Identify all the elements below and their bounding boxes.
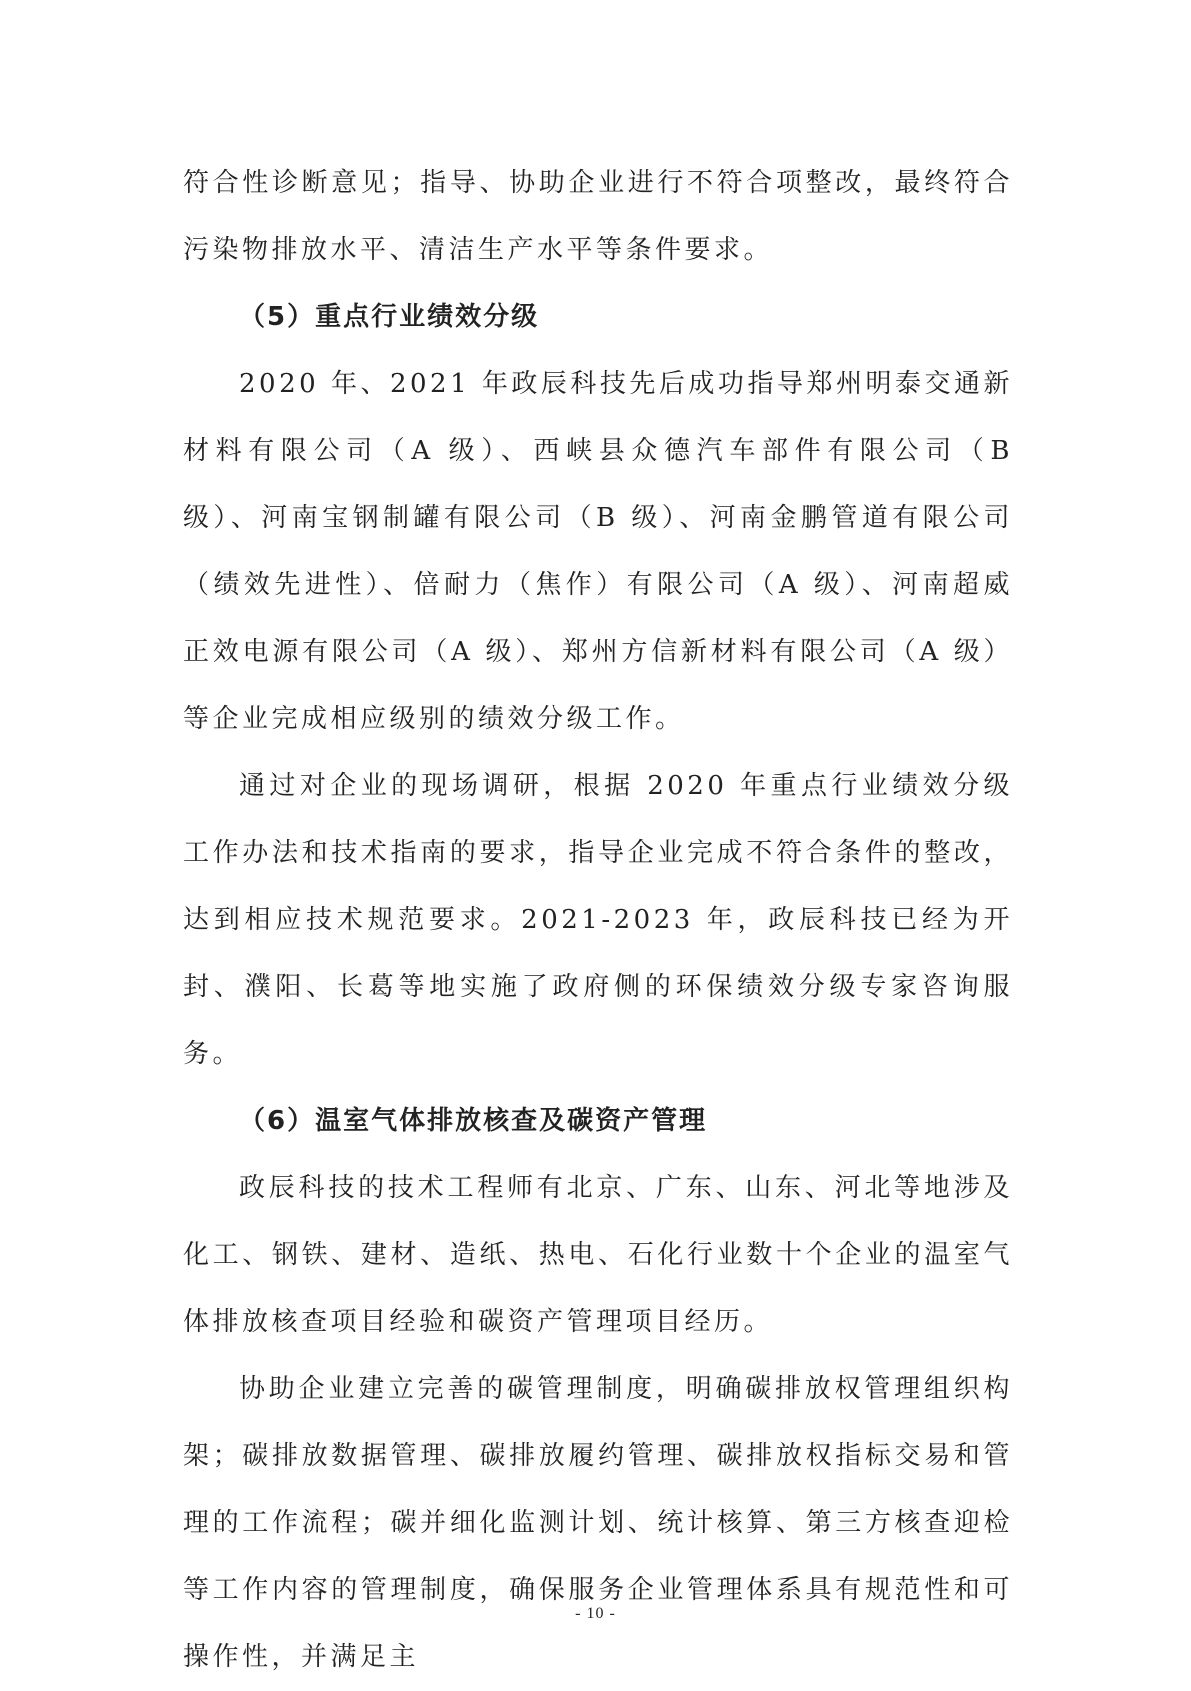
paragraph-carbon-management: 协助企业建立完善的碳管理制度，明确碳排放权管理组织构架；碳排放数据管理、碳排放履约管理、碳排放权指标交易和管理的工作流程；碳并细化监测计划、统计核算、第三方核查迎检等工作内容的管理制度，确保服务企业管理体系具有规范性和可操作性，并满足主 [183, 1374, 1013, 1672]
page-number: - 10 - [575, 1605, 616, 1622]
paragraph-site-research: 通过对企业的现场调研，根据 2020 年重点行业绩效分级工作办法和技术指南的要求，指导企业完成不符合条件的整改，达到相应技术规范要求。2021-2023 年，政辰科技已经为开封、濮阳、长葛等地实施了政府侧的环保绩效分级专家咨询服务。 [183, 771, 1013, 1069]
paragraph-engineers: 政辰科技的技术工程师有北京、广东、山东、河北等地涉及化工、钢铁、建材、造纸、热电、石化行业数十个企业的温室气体排放核查项目经验和碳资产管理项目经历。 [183, 1173, 1013, 1337]
section-heading-5: （5）重点行业绩效分级 [239, 302, 540, 332]
section-heading-6: （6）温室气体排放核查及碳资产管理 [239, 1106, 708, 1136]
paragraph-performance-grading: 2020 年、2021 年政辰科技先后成功指导郑州明泰交通新材料有限公司（A 级）、西峡县众德汽车部件有限公司（B 级）、河南宝钢制罐有限公司（B 级）、河南金鹏管道有限公司（绩效先进性）、倍耐力（焦作）有限公司（A 级）、河南超威正效电源有限公司（A 级）、郑州方信新材料有限公司（A 级）等企业完成相应级别的绩效分级工作。 [183, 369, 1013, 734]
document-body [183, 150, 1013, 1691]
paragraph-continuation: 符合性诊断意见；指导、协助企业进行不符合项整改，最终符合污染物排放水平、清洁生产水平等条件要求。 [183, 168, 1013, 265]
